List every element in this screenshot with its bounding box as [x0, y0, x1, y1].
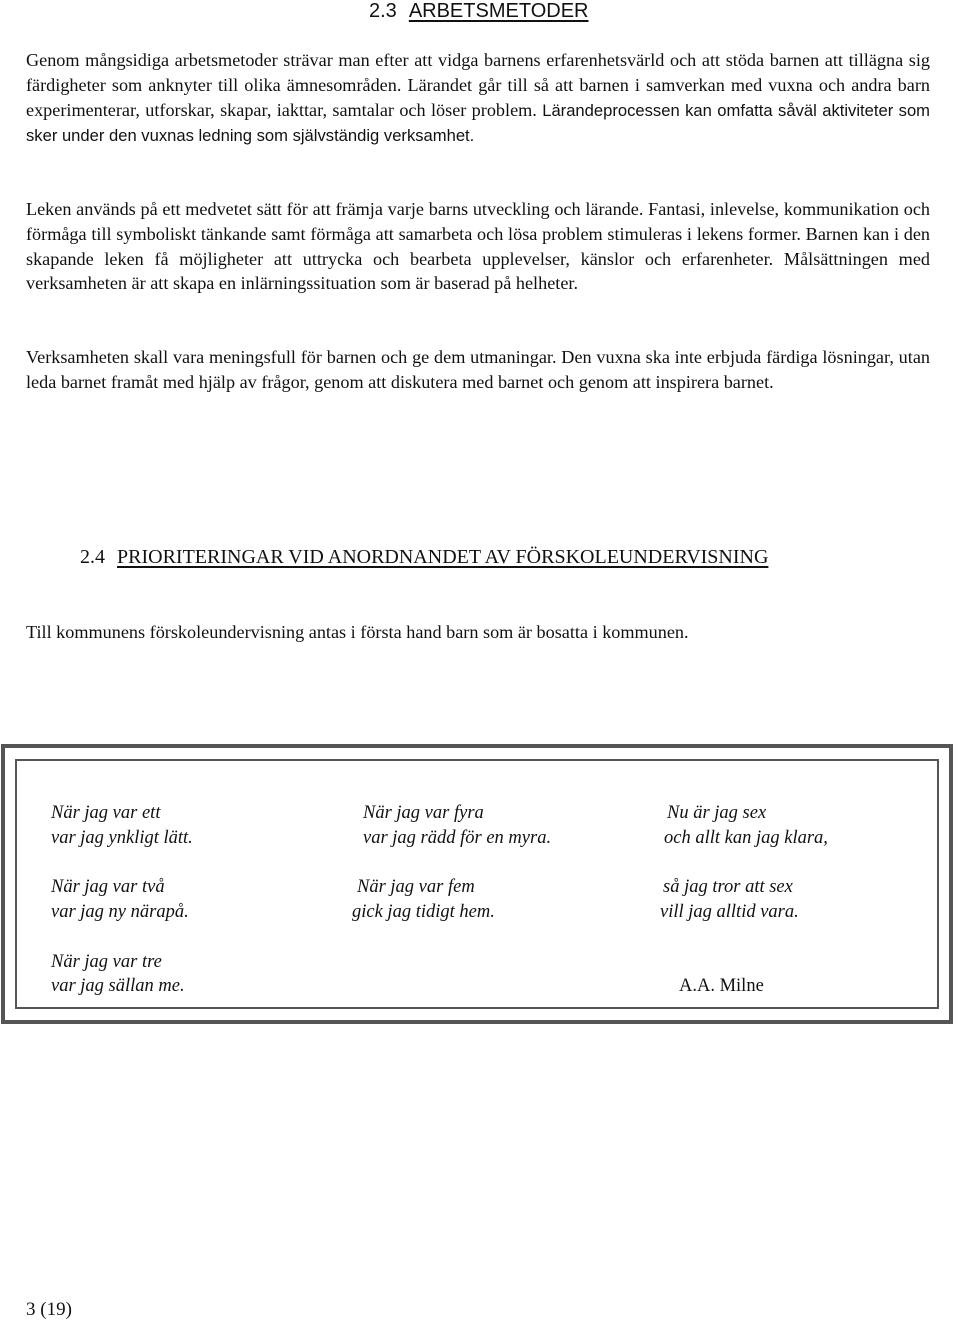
section-title: PRIORITERINGAR VID ANORDNANDET AV FÖRSKOLEUNDERVISNING	[117, 546, 769, 568]
paragraph-arbetsmetoder-1	[26, 48, 930, 149]
poem-line: Nu är jag sex	[667, 803, 767, 823]
poem-box-inner	[15, 759, 939, 1009]
paragraph-text	[26, 50, 930, 145]
section-heading-prioriteringar	[80, 546, 768, 569]
poem-line: var jag sällan me.	[51, 976, 185, 996]
poem-author: A.A. Milne	[679, 976, 764, 996]
poem-line: När jag var fyra	[363, 803, 484, 823]
poem-line: När jag var fem	[357, 877, 475, 897]
section-title: ARBETSMETODER	[408, 0, 589, 22]
paragraph-text-sans: Lärandeprocessen kan omfatta såväl aktiviteter som sker under den vuxnas ledning som självständig verksamhet.	[26, 100, 931, 146]
paragraph-text-serif: Genom mångsidiga arbetsmetoder strävar man efter att vidga barnens erfarenhetsvärld och att stöda barnen att tillägna sig färdigheter som anknyter till olika ämnesområden. Lärandet går till så att barnen i samverkan med vuxna och andra barn experimenterar, utforskar, skapar, iakttar, samtalar och löser problem.	[26, 50, 930, 120]
paragraph-arbetsmetoder-2	[26, 197, 930, 296]
section-heading-arbetsmetoder	[369, 0, 588, 23]
paragraph-arbetsmetoder-3	[26, 345, 930, 395]
page-number: 3 (19)	[26, 1299, 72, 1320]
poem-line: När jag var tre	[51, 952, 162, 972]
poem-line: var jag ny närapå.	[51, 902, 189, 922]
poem-line: När jag var två	[51, 877, 165, 897]
section-number: 2.4	[80, 546, 105, 568]
poem-line: vill jag alltid vara.	[660, 902, 799, 922]
paragraph-text: Leken används på ett medvetet sätt för att främja varje barns utveckling och lärande. Fantasi, inlevelse, kommunikation och förmåga till symboliskt tänkande samt förmåga att samarbeta och lösa problem stimuleras i lekens former. Barnen kan i den skapande leken få möjligheter att uttrycka och bearbeta upplevelser, känslor och erfarenheter. Målsättningen med verksamheten är att skapa en inlärningssituation som är baserad på helheter.	[26, 199, 930, 294]
poem-box	[1, 744, 953, 1024]
poem-line: gick jag tidigt hem.	[352, 902, 495, 922]
poem-line: var jag ynkligt lätt.	[51, 828, 193, 848]
paragraph-text: Till kommunens förskoleundervisning antas i första hand barn som är bosatta i kommunen.	[26, 622, 689, 642]
paragraph-prioriteringar	[26, 620, 930, 645]
poem-line: När jag var ett	[51, 803, 161, 823]
poem-line: och allt kan jag klara,	[664, 828, 828, 848]
section-number: 2.3	[369, 0, 397, 22]
poem-line: var jag rädd för en myra.	[363, 828, 552, 848]
paragraph-text: Verksamheten skall vara meningsfull för barnen och ge dem utmaningar. Den vuxna ska inte erbjuda färdiga lösningar, utan leda barnet framåt med hjälp av frågor, genom att diskutera med barnet och genom att inspirera barnet.	[26, 347, 930, 392]
poem-line: så jag tror att sex	[663, 877, 793, 897]
